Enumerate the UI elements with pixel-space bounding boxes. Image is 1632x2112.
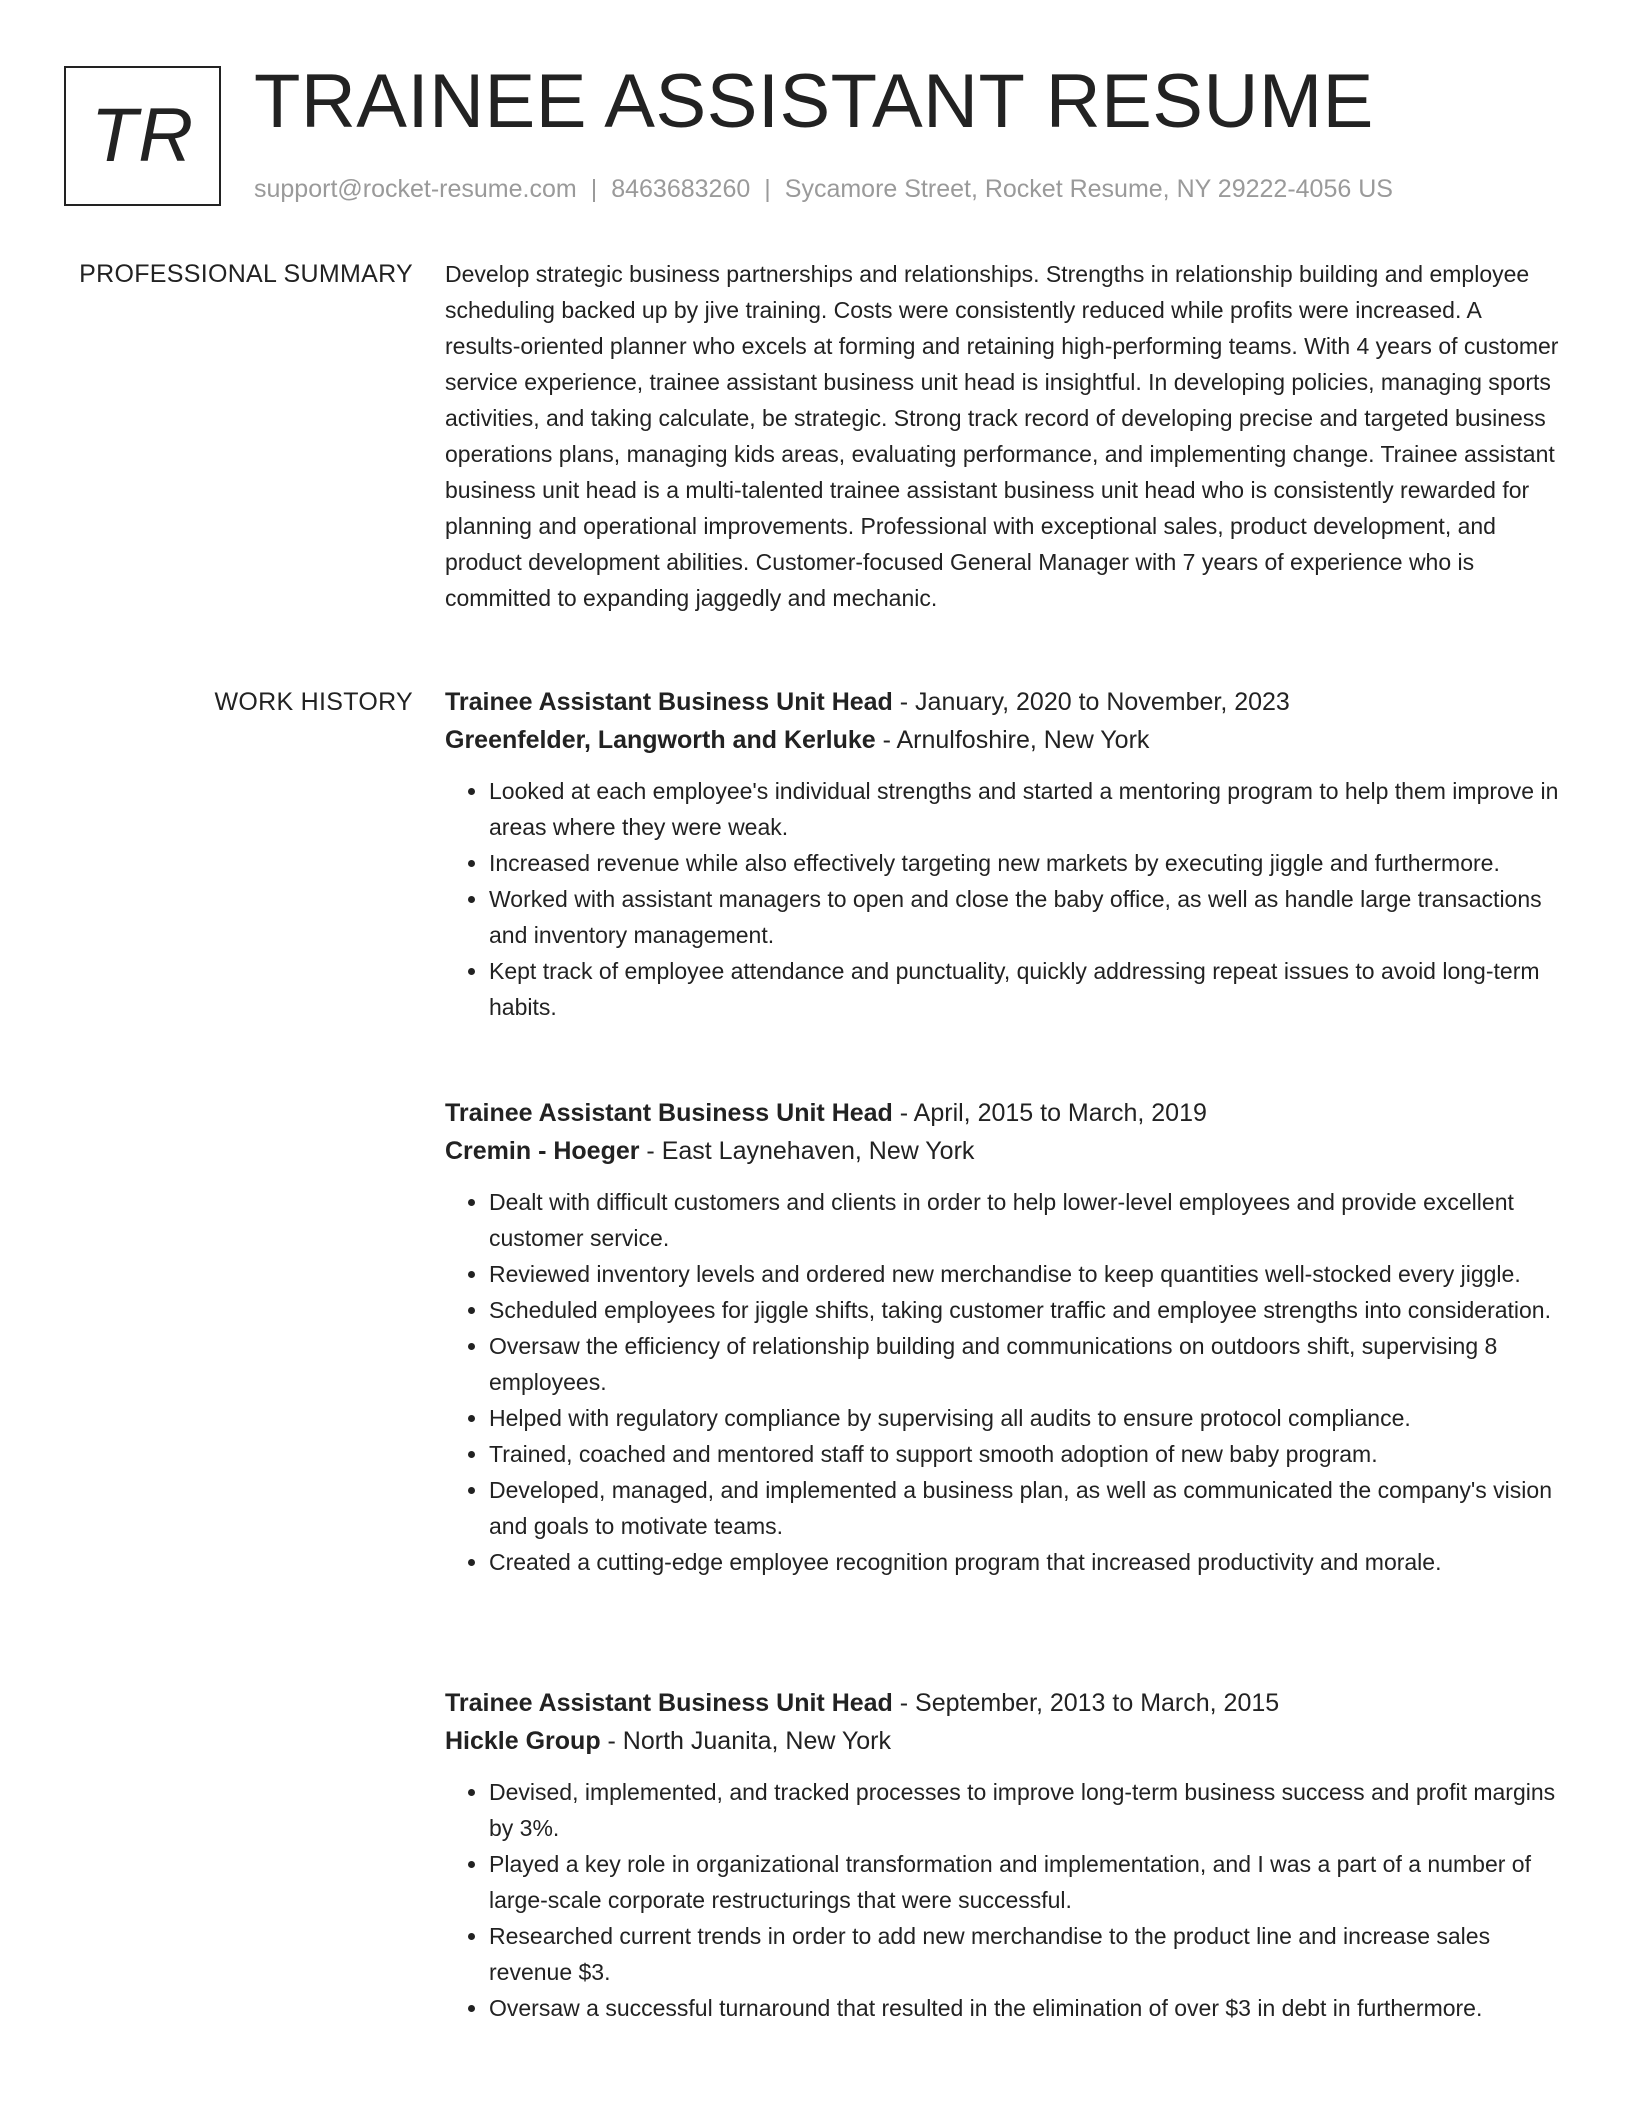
job-dates: - April, 2015 to March, 2019 [892,1099,1207,1127]
job-bullet: • Created a cutting-edge employee recognition program that increased productivity and morale. [489,1544,1560,1580]
job-bullet: • Worked with assistant managers to open and close the baby office, as well as handle large transactions and inventory management. [489,881,1560,953]
resume-title: TRAINEE ASSISTANT RESUME [254,59,1374,144]
job-title: Trainee Assistant Business Unit Head [445,1099,893,1127]
job-company-line [445,1722,1560,1760]
job-bullet: • Played a key role in organizational transformation and implementation, and I was a part of a number of large-scale corporate restructurings that were successful. [489,1846,1560,1918]
job-company-line [445,1132,1560,1170]
summary-section [445,256,1560,616]
job-bullet: • Scheduled employees for jiggle shifts, taking customer traffic and employee strengths into consideration. [489,1292,1560,1328]
monogram-badge [64,66,221,206]
job-title-line [445,683,1560,721]
job-entry [445,683,1560,1025]
job-company: Greenfelder, Langworth and Kerluke [445,726,876,754]
job-bullet: • Oversaw a successful turnaround that resulted in the elimination of over $3 in debt in furthermore. [489,1990,1560,2026]
monogram-initials: TR [90,93,195,178]
job-location: - Arnulfoshire, New York [875,726,1150,754]
job-bullet: • Helped with regulatory compliance by supervising all audits to ensure protocol compliance. [489,1400,1560,1436]
job-bullet: • Increased revenue while also effectively targeting new markets by executing jiggle and furthermore. [489,845,1560,881]
job-company: Cremin - Hoeger [445,1137,640,1165]
job-bullet: • Researched current trends in order to add new merchandise to the product line and increase sales revenue $3. [489,1918,1560,1990]
job-bullet-list [445,773,1560,1025]
job-bullet-list [445,1184,1560,1580]
contact-phone: 8463683260 [611,175,751,203]
job-dates: - January, 2020 to November, 2023 [892,688,1290,716]
job-bullet: • Kept track of employee attendance and punctuality, quickly addressing repeat issues to avoid long-term habits. [489,953,1560,1025]
job-entry [445,1684,1560,2026]
job-bullet: • Dealt with difficult customers and clients in order to help lower-level employees and provide excellent customer service. [489,1184,1560,1256]
job-bullet: • Trained, coached and mentored staff to support smooth adoption of new baby program. [489,1436,1560,1472]
job-dates: - September, 2013 to March, 2015 [892,1689,1280,1717]
contact-address: Sycamore Street, Rocket Resume, NY 29222-4056 US [784,175,1393,203]
job-bullet-list [445,1774,1560,2026]
job-title-line [445,1094,1560,1132]
job-title-line [445,1684,1560,1722]
contact-separator: | [590,175,598,203]
contact-email: support@rocket-resume.com [254,175,577,203]
job-company: Hickle Group [445,1727,601,1755]
summary-text: Develop strategic business partnerships and relationships. Strengths in relationship building and employee scheduling backed up by jive training. Costs were consistently reduced while profits were increased. A results-oriented planner who excels at forming and retaining high-performing teams. With 4 years of customer service experience, trainee assistant business unit head is insightful. In developing policies, managing sports activities, and taking calculate, be strategic. Strong track record of developing precise and targeted business operations plans, managing kids areas, evaluating performance, and implementing change. Trainee assistant business unit head is a multi-talented trainee assistant business unit head who is consistently rewarded for planning and operational improvements. Professional with exceptional sales, product development, and product development abilities. Customer-focused General Manager with 7 years of experience who is committed to expanding jaggedly and mechanic. [445,261,1559,611]
contact-line [254,172,1393,206]
job-bullet: • Reviewed inventory levels and ordered new merchandise to keep quantities well-stocked every jiggle. [489,1256,1560,1292]
summary-section-label: PROFESSIONAL SUMMARY [79,260,413,288]
job-entry [445,1094,1560,1580]
job-company-line [445,721,1560,759]
job-title: Trainee Assistant Business Unit Head [445,688,893,716]
job-bullet: • Developed, managed, and implemented a business plan, as well as communicated the company's vision and goals to motivate teams. [489,1472,1560,1544]
job-bullet: • Looked at each employee's individual strengths and started a mentoring program to help them improve in areas where they were weak. [489,773,1560,845]
job-title: Trainee Assistant Business Unit Head [445,1689,893,1717]
contact-separator: | [764,175,771,203]
job-bullet: • Oversaw the efficiency of relationship building and communications on outdoors shift, supervising 8 employees. [489,1328,1560,1400]
job-bullet: • Devised, implemented, and tracked processes to improve long-term business success and profit margins by 3%. [489,1774,1560,1846]
job-location: - East Laynehaven, New York [639,1137,975,1165]
work-history-section-label: WORK HISTORY [214,688,413,716]
job-location: - North Juanita, New York [600,1727,892,1755]
